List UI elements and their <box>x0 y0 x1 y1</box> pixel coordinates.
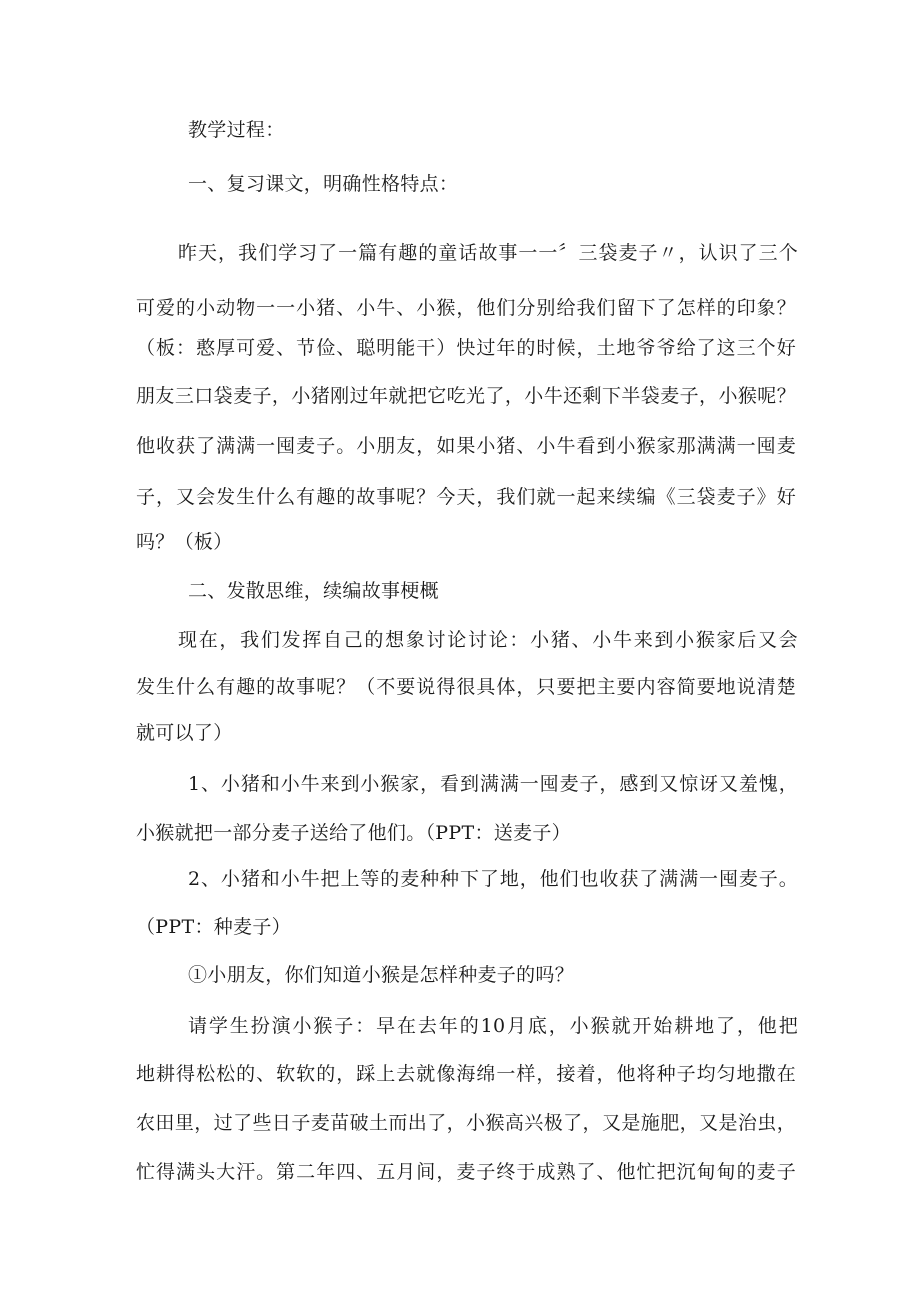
paragraph-3-line: 农田里，过了些日子麦苗破土而出了，小猴高兴极了，又是施肥，又是治虫， <box>136 1112 796 1134</box>
heading-process: 教学过程： <box>188 119 285 141</box>
list-item-2-line: （PPT：种麦子） <box>136 916 291 938</box>
paragraph-2-line: 现在，我们发挥自己的想象讨论讨论：小猪、小牛来到小猴家后又会 <box>178 629 798 651</box>
paragraph-2-line: 就可以了） <box>136 722 233 744</box>
paragraph-1-line: 可爱的小动物一一小猪、小牛、小猴，他们分别给我们留下了怎样的印象？ <box>136 297 796 319</box>
question-line: ①小朋友，你们知道小猴是怎样种麦子的吗？ <box>188 964 575 986</box>
paragraph-3-line: 地耕得松松的、软软的，踩上去就像海绵一样，接着，他将种子均匀地撒在 <box>136 1063 796 1085</box>
paragraph-2-line: 发生什么有趣的故事呢？（不要说得很具体，只要把主要内容简要地说清楚 <box>136 676 796 698</box>
paragraph-1-line: 朋友三口袋麦子，小猪刚过年就把它吃光了，小牛还剩下半袋麦子，小猴呢？ <box>136 385 796 407</box>
paragraph-3-line: 忙得满头大汗。第二年四、五月间，麦子终于成熟了、他忙把沉甸甸的麦子 <box>136 1161 796 1183</box>
list-item-2-line: 2、小猪和小牛把上等的麦种种下了地，他们也收获了满满一囤麦子。 <box>188 868 798 890</box>
paragraph-1-line: （板：憨厚可爱、节俭、聪明能干）快过年的时候，土地爷爷给了这三个好 <box>136 337 796 359</box>
paragraph-3-line: 请学生扮演小猴子：早在去年的10月底，小猴就开始耕地了，他把 <box>188 1015 798 1037</box>
list-item-1-line: 1、小猪和小牛来到小猴家，看到满满一囤麦子，感到又惊讶又羞愧， <box>188 773 798 795</box>
list-item-1-line: 小猴就把一部分麦子送给了他们。（PPT：送麦子） <box>136 822 571 844</box>
paragraph-1-line: 昨天，我们学习了一篇有趣的童话故事一一〞三袋麦子〃，认识了三个 <box>178 242 798 264</box>
section-1-title: 一、复习课文，明确性格特点： <box>188 173 459 195</box>
paragraph-1-line: 吗？（板） <box>136 531 233 553</box>
section-2-title: 二、发散思维，续编故事梗概 <box>188 580 439 602</box>
paragraph-1-line: 他收获了满满一囤麦子。小朋友，如果小猪、小牛看到小猴家那满满一囤麦 <box>136 435 796 457</box>
paragraph-1-line: 子，又会发生什么有趣的故事呢？今天，我们就一起来续编《三袋麦子》好 <box>136 486 796 508</box>
